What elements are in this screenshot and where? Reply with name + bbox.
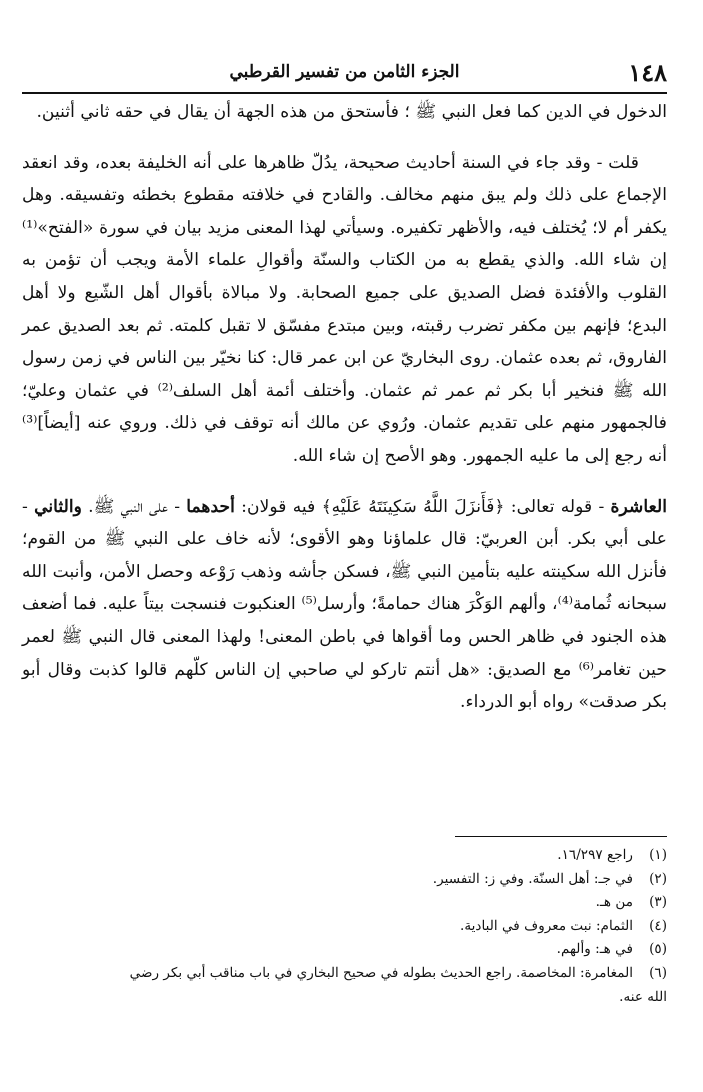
paragraph-3-part-b: - على النبي ﷺ.: [81, 496, 187, 517]
footnote: [22, 868, 667, 892]
footnote-number: (٢): [649, 870, 667, 887]
section-lead: العاشرة: [610, 496, 667, 517]
footnote-text: من هـ.: [595, 894, 633, 911]
footnote: [22, 938, 667, 962]
footnote-divider: [455, 836, 667, 837]
first-opinion-label: أحدهما: [186, 496, 235, 517]
footnote-number: (٣): [649, 894, 667, 911]
main-text: [22, 96, 667, 719]
footnote-text: في هـ: وألهم.: [556, 941, 633, 958]
footnote: [22, 962, 667, 986]
footnote-text: الثمام: نبت معروف في البادية.: [460, 917, 633, 934]
page-number: ١٤٨: [628, 58, 667, 87]
paragraph-3-part-c: - على أبي بكر. أبن العربيّ: قال علماؤنا وهو الأقوى؛ لأنه خاف على النبي ﷺ من القوم؛ فأنزل الله سكينته عليه بتأمين النبي ﷺ، فسكن جأشه وذهب رَوْعه وحصل الأمن، وأنبت الله سبحانه ثُمامة⁽⁴⁾، وألهم الوَكْرَ هناك حمامةً؛ وأرسل⁽⁵⁾ العنكبوت فنسجت بيتاً عليه. فما أضعف هذه الجنود في ظاهر الحس وما أقواها في باطن المعنى! ولهذا المعنى قال النبي ﷺ لعمر حين تغامر⁽⁶⁾ مع الصديق: «هل أنتم تاركو لي صاحبي إن الناس كلّهم قالوا كذبت وقال أبو بكر صدقت» رواه أبو الدرداء.: [22, 496, 668, 713]
paragraph-1: الدخول في الدين كما فعل النبي ﷺ ؛ فأستحق من هذه الجهة أن يقال في حقه ثاني أثنين.: [36, 102, 667, 122]
footnote-text: في جـ: أهل السنّة. وفي ز: التفسير.: [432, 870, 633, 887]
footnote-continuation: [22, 986, 667, 1010]
footnote-number: (١): [649, 847, 667, 863]
footnote-text: المغامرة: المخاصمة. راجع الحديث بطوله في صحيح البخاري في باب مناقب أبي بكر رضي: [129, 964, 633, 981]
footnotes: [22, 844, 667, 1009]
running-title: الجزء الثامن من تفسير القرطبي: [229, 62, 460, 82]
footnote-number: (٦): [649, 964, 667, 981]
footnote-number: (٥): [649, 941, 667, 958]
paragraph-3-part-a: - قوله تعالى: ﴿فَأَنزَلَ اللَّهُ سَكِينَتَهُ عَلَيْهِ﴾ فيه قولان:: [234, 496, 611, 517]
footnote-text: راجع ١٦/٢٩٧.: [557, 847, 633, 863]
footnote: [22, 915, 667, 939]
paragraph-3: [22, 491, 667, 719]
footnote: [22, 891, 667, 915]
page-header: [22, 58, 667, 94]
second-opinion-label: والثاني: [34, 496, 82, 517]
paragraph-2: قلت - وقد جاء في السنة أحاديث صحيحة، يدُلّ ظاهرها على أنه الخليفة بعده، وقد انعقد الإجماع على ذلك ولم يبق منهم مخالف. والقادح في خلافته مقطوع بخطئه وتفسيقه. وهل يكفر أم لا؛ يُختلف فيه، والأظهر تكفيره. وسيأتي لهذا المعنى مزيد بيان في سورة «الفتح»⁽¹⁾ إن شاء الله. والذي يقطع به من الكتاب والسنّة وأقوالِ علماء الأمة ويجب أن تؤمن به القلوب والأفئدة فضل الصديق على جميع الصحابة. ولا مبالاة بأقوال أهل الشّيع ولا أهل البدع؛ فإنهم بين مكفر تضرب رقبته، وبين مبتدع مفسّق لا تقبل كلمته. ثم بعد الصديق عمر الفاروق، ثم بعده عثمان. روى البخاريّ عن ابن عمر قال: كنا نخيّر بين الناس في زمن رسول الله ﷺ فنخير أبا بكر ثم عمر ثم عثمان. وأختلف أئمة أهل السلف⁽²⁾ في عثمان وعليّ؛ فالجمهور منهم على تقديم عثمان. ورُوي عن مالك أنه توقف في ذلك. وروي عنه [أيضاً]⁽³⁾ أنه رجع إلى ما عليه الجمهور. وهو الأصح إن شاء الله.: [22, 152, 667, 466]
footnote: [22, 844, 667, 868]
footnote-text: الله عنه.: [619, 988, 667, 1005]
footnote-number: (٤): [649, 917, 667, 934]
